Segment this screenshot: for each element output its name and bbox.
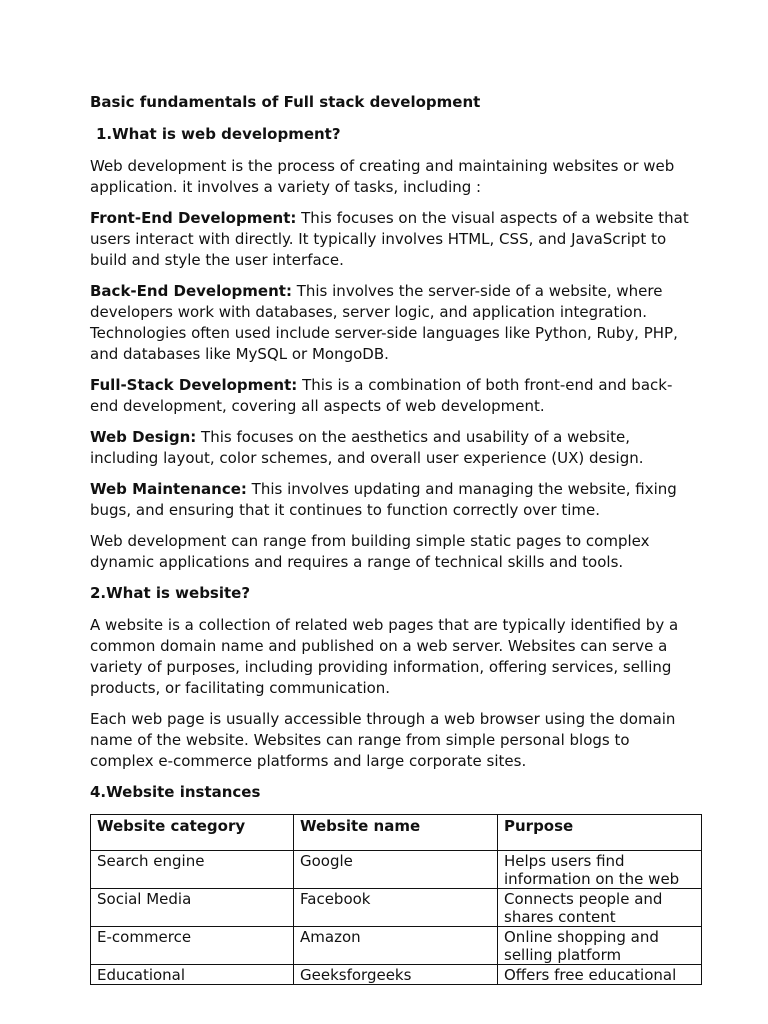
item-term: Front-End Development: <box>90 209 297 227</box>
document-title: Basic fundamentals of Full stack development <box>90 93 481 111</box>
item-term: Full-Stack Development: <box>90 376 298 394</box>
table-cell: Social Media <box>91 889 294 927</box>
item-text: This involves updating and managing the website, fixing bugs, and ensuring that it continues to function correctly over time. <box>90 480 677 519</box>
item-text: This focuses on the visual aspects of a website that users interact with directly. It typically involves HTML, CSS, and JavaScript to build and style the user interface. <box>90 209 689 269</box>
table-row <box>91 927 702 965</box>
section-1-intro: Web development is the process of creating and maintaining websites or web application. it involves a variety of tasks, including : <box>90 157 675 196</box>
table-cell: Geeksforgeeks <box>294 965 498 985</box>
section-4-heading: 4.Website instances <box>90 783 261 801</box>
item-web-maintenance <box>90 479 690 521</box>
table-cell: Helps users find information on the web <box>498 851 702 889</box>
item-term: Back-End Development: <box>90 282 292 300</box>
table-row <box>91 889 702 927</box>
table-cell: E-commerce <box>91 927 294 965</box>
section-2-heading: 2.What is website? <box>90 584 251 602</box>
section-1-heading: 1.What is web development? <box>96 125 341 143</box>
item-front-end <box>90 208 690 271</box>
section-2-paragraph-1: A website is a collection of related web pages that are typically identified by a common domain name and published on a web server. Websites can serve a variety of purposes, including providing information, offering services, selling products, or facilitating communication. <box>90 616 679 697</box>
table-cell: Facebook <box>294 889 498 927</box>
item-term: Web Design: <box>90 428 197 446</box>
item-back-end <box>90 281 690 365</box>
table-cell: Connects people and shares content <box>498 889 702 927</box>
table-header-cell: Website category <box>91 815 294 851</box>
item-web-design <box>90 427 690 469</box>
table-cell: Google <box>294 851 498 889</box>
section-2-paragraph-2: Each web page is usually accessible through a web browser using the domain name of the website. Websites can range from simple personal blogs to complex e-commerce platforms and large corporate sites. <box>90 710 676 770</box>
section-1-closing: Web development can range from building simple static pages to complex dynamic applications and requires a range of technical skills and tools. <box>90 532 650 571</box>
table-cell: Amazon <box>294 927 498 965</box>
table-row <box>91 965 702 985</box>
document-page <box>90 92 690 985</box>
table-cell: Online shopping and selling platform <box>498 927 702 965</box>
item-full-stack <box>90 375 690 417</box>
table-cell: Educational <box>91 965 294 985</box>
website-instances-table <box>90 814 702 985</box>
table-header-row <box>91 815 702 851</box>
item-text: This focuses on the aesthetics and usability of a website, including layout, color schemes, and overall user experience (UX) design. <box>90 428 644 467</box>
table-cell: Search engine <box>91 851 294 889</box>
table-header-cell: Purpose <box>498 815 702 851</box>
item-term: Web Maintenance: <box>90 480 247 498</box>
table-cell: Offers free educational <box>498 965 702 985</box>
item-text: This is a combination of both front-end and back-end development, covering all aspects of web development. <box>90 376 673 415</box>
table-header-cell: Website name <box>294 815 498 851</box>
item-text: This involves the server-side of a website, where developers work with databases, server logic, and application integration. Technologies often used include server-side languages like Python, Ruby, PHP, and databases like MySQL or MongoDB. <box>90 282 678 363</box>
table-row <box>91 851 702 889</box>
